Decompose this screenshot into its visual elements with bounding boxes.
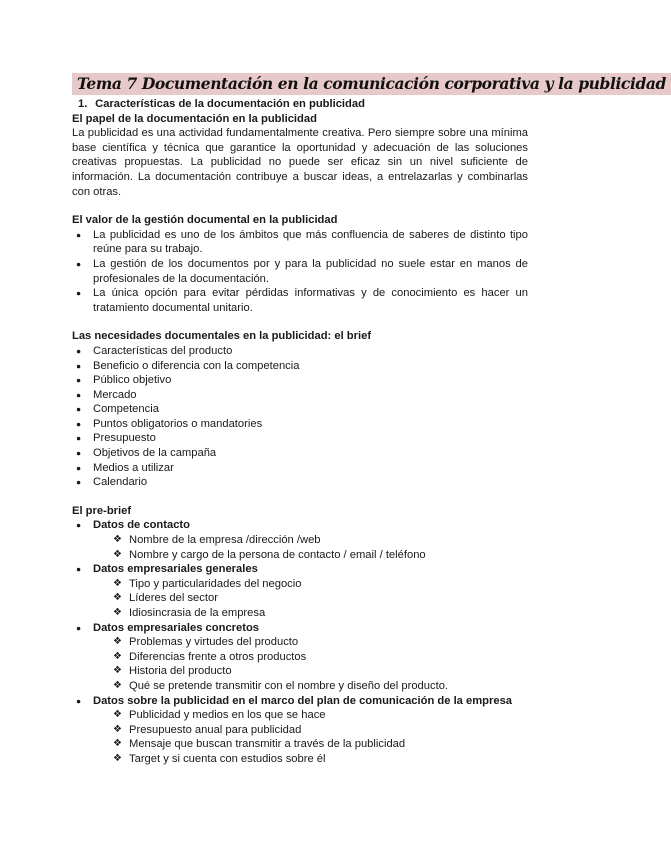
group-label: Datos empresariales generales <box>93 563 258 576</box>
document-title: Tema 7 Documentación en la comunicación corporativa y la publicidad <box>72 73 671 95</box>
sub-item: ❖ Líderes del sector <box>93 591 528 606</box>
spacer <box>72 315 528 329</box>
sub-item: ❖ Nombre y cargo de la persona de contacto / email / teléfono <box>93 548 528 563</box>
list-item: ● Competencia <box>72 402 528 417</box>
section-heading <box>78 97 528 112</box>
sub-item: ❖ Idiosincrasia de la empresa <box>93 606 528 621</box>
prebrief-list <box>72 518 528 766</box>
sub-item: ❖ Tipo y particularidades del negocio <box>93 577 528 592</box>
sub-item: ❖ Historia del producto <box>93 664 528 679</box>
sub-item: ❖ Target y si cuenta con estudios sobre él <box>93 752 528 767</box>
group-label: Datos sobre la publicidad en el marco del plan de comunicación de la empresa <box>93 694 513 707</box>
list-item: ● La publicidad es uno de los ámbitos que más confluencia de saberes de distinto tipo reúne para su trabajo. <box>72 228 528 257</box>
list-item: ● Puntos obligatorios o mandatories <box>72 417 528 432</box>
spacer <box>72 199 528 213</box>
spacer <box>72 490 528 504</box>
subheading-papel: El papel de la documentación en la publicidad <box>72 112 317 125</box>
list-item: ● Medios a utilizar <box>72 461 528 476</box>
valor-list <box>72 228 528 316</box>
subheading-prebrief: El pre-brief <box>72 504 132 517</box>
list-item: ● La gestión de los documentos por y para la publicidad no suele estar en manos de profesionales de la documentación. <box>72 257 528 286</box>
section-heading-text: Características de la documentación en publicidad <box>95 98 365 110</box>
list-item: ● Objetivos de la campaña <box>72 446 528 461</box>
sub-item: ❖ Qué se pretende transmitir con el nombre y diseño del producto. <box>93 679 528 694</box>
list-item: ● Presupuesto <box>72 431 528 446</box>
sub-item: ❖ Mensaje que buscan transmitir a través de la publicidad <box>93 737 528 752</box>
list-item: ● Beneficio o diferencia con la competencia <box>72 359 528 374</box>
sub-item: ❖ Nombre de la empresa /dirección /web <box>93 533 528 548</box>
group-label: Datos empresariales concretos <box>93 621 260 634</box>
group-label: Datos de contacto <box>93 519 190 532</box>
list-item: ● Público objetivo <box>72 373 528 388</box>
list-item: ● Mercado <box>72 388 528 403</box>
brief-list <box>72 344 528 490</box>
prebrief-group <box>72 694 528 767</box>
sub-list <box>93 577 528 621</box>
intro-paragraph: La publicidad es una actividad fundamentalmente creativa. Pero siempre sobre una mínima base científica y técnica que garantice la oportunidad y adecuación de las soluciones creativas propuestas. La publicidad no puede ser eficaz sin un nivel suficiente de información. La documentación contribuye a buscar ideas, a entrelazarlas y combinarlas con otras. <box>72 127 528 198</box>
sub-list <box>93 533 528 562</box>
prebrief-group <box>72 621 528 694</box>
prebrief-group <box>72 518 528 562</box>
subheading-brief: Las necesidades documentales en la publicidad: el brief <box>72 330 372 343</box>
title-row <box>72 73 666 95</box>
sub-item: ❖ Problemas y virtudes del producto <box>93 635 528 650</box>
list-item: ● Calendario <box>72 475 528 490</box>
prebrief-group <box>72 562 528 620</box>
sub-item: ❖ Publicidad y medios en los que se hace <box>93 708 528 723</box>
sub-list <box>93 635 528 693</box>
section-number: 1. <box>78 98 88 110</box>
list-item: ● La única opción para evitar pérdidas informativas y de conocimiento es hacer un tratamiento documental unitario. <box>72 286 528 315</box>
list-item: ● Características del producto <box>72 344 528 359</box>
subheading-valor: El valor de la gestión documental en la publicidad <box>72 214 338 227</box>
sub-item: ❖ Presupuesto anual para publicidad <box>93 723 528 738</box>
sub-item: ❖ Diferencias frente a otros productos <box>93 650 528 665</box>
sub-list <box>93 708 528 766</box>
